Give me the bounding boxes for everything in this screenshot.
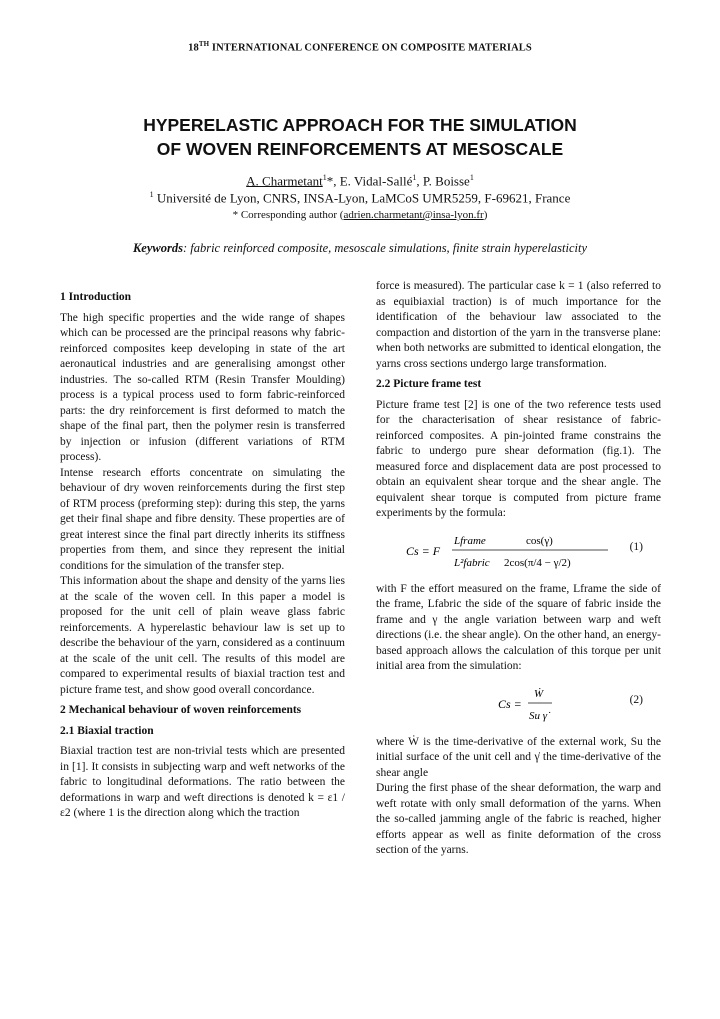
svg-text:2cos(π/4 − γ/2): 2cos(π/4 − γ/2)	[504, 556, 571, 569]
equation-number: (2)	[629, 693, 643, 706]
subsection-heading: 2.2 Picture frame test	[376, 378, 482, 390]
svg-text:Ẇ: Ẇ	[534, 687, 544, 700]
paragraph: During the first phase of the shear deformation, the warp and weft rotate with only small deformation of the yarns. When the so-called jamming angle of the fabric is reached, higher efforts appear as well as finite deformation of the cross section of the yarns.	[376, 782, 661, 856]
svg-text:L²fabric: L²fabric	[454, 556, 490, 569]
equation-2	[376, 679, 661, 731]
author-list: A. Charmetant$^1$*, E. Vidal-Sallé$^1$, P. Boisse$^1$	[246, 173, 474, 189]
email-link[interactable]: adrien.charmetant@insa-lyon.fr	[343, 209, 484, 221]
paragraph: Picture frame test [2] is one of the two reference tests used for the characterisation of shear resistance of fabric-reinforced composites. A pin-jointed frame constrains the fabric to undergo pure shear deformation (fig.1). The measured force and displacement data are post processed to obtain an equivalent shear torque and the shear angle. The equivalent shear torque is computed from picture frame experiments by the formula:	[376, 398, 661, 519]
subsection-heading: 2.1 Biaxial traction	[60, 724, 154, 737]
section-heading: 1 Introduction	[60, 291, 132, 303]
title-line-2: OF WOVEN REINFORCEMENTS AT MESOSCALE	[156, 139, 564, 159]
corresponding-author: * Corresponding author (adrien.charmetant@insa-lyon.fr)	[232, 209, 488, 221]
svg-text:Cs = F: Cs = F	[406, 543, 441, 558]
conference-header: 18TH INTERNATIONAL CONFERENCE ON COMPOSITE MATERIALS	[188, 40, 532, 54]
equation-1-formula	[376, 526, 616, 578]
paragraph: Biaxial traction test are non-trivial tests which are presented in [1]. It consists in subjecting warp and weft networks of the fabric to longitudinal deformations. The ratio between the deformations in warp and weft directions is denoted k = ε1 / ε2 (where 1 is the direction along which the traction	[60, 745, 345, 819]
right-column	[376, 279, 661, 859]
affiliation: $^1$ Université de Lyon, CNRS, INSA-Lyon, LaMCoS UMR5259, F-69621, France	[149, 190, 571, 206]
svg-text:Cs =: Cs =	[498, 696, 522, 711]
paragraph: with F the effort measured on the frame, Lframe the side of the frame, Lfabric the side of the square of fabric inside the frame and γ the angle variation between warp and weft directions (i.e. the shear angle). On the other hand, an energy-based approach allows the calculation of this torque per unit initial area from the simulation:	[376, 582, 661, 672]
paragraph: Intense research efforts concentrate on simulating the behaviour of dry woven reinforcements during the first step of RTM process (preforming step): during this step, the yarns get their final shape and fibre density. These properties are of great interest since the final part directly inherits its stiffness properties from them, and since they represent the initial conditions for the simulation of the transfer step.	[60, 466, 345, 572]
svg-text:cos(γ): cos(γ)	[526, 534, 553, 547]
equation-1	[376, 526, 661, 578]
keywords: Keywords: fabric reinforced composite, mesoscale simulations, finite strain hyperelasticity	[132, 241, 588, 255]
paragraph: force is measured). The particular case k = 1 (also referred to as equibiaxial traction) is of much importance for the identification of the behaviour law associated to the compaction and distortion of the yarn in the transverse plane: when both networks are submitted to identical elongation, the yarns cross sections undergo large transformation.	[376, 280, 661, 370]
paragraph: The high specific properties and the wide range of shapes which can be processed are the principal reasons why fabric-reinforced composites keep developing in state of the art aeronautical industries and are generalising amongst other industries. The so-called RTM (Resin Transfer Moulding) process is a typical process used to form fabric-reinforced parts: the dry reinforcement is first deformed to match the shape of the final part, then the polymer resin is transferred by injection or infusion (different variations of RTM process).	[60, 311, 345, 463]
section-heading: 2 Mechanical behaviour of woven reinforcements	[60, 704, 302, 716]
title-line-1: HYPERELASTIC APPROACH FOR THE SIMULATION	[143, 115, 577, 135]
paragraph: where Ẇ is the time-derivative of the external work, Su the initial surface of the unit cell and γ̇ the time-derivative of the shear angle	[376, 735, 661, 779]
equation-number: (1)	[629, 540, 643, 553]
svg-text:Su γ̇: Su γ̇	[529, 709, 548, 722]
paragraph: This information about the shape and density of the yarns lies at the scale of the woven cell. In this paper a model is proposed for the unit cell of plain weave glass fabric reinforcements. A hyperelastic behaviour law is set up to describe the behaviour of the yarn, considered as a continuum at the scale of the unit cell. The results of this model are compared to experimental results of biaxial traction test and picture frame test, and show good overall concordance.	[60, 575, 345, 696]
left-column	[60, 285, 345, 822]
paper-title	[60, 113, 660, 161]
author-link[interactable]: A. Charmetant	[246, 173, 323, 189]
svg-text:Lframe: Lframe	[454, 534, 486, 547]
equation-2-formula	[376, 679, 616, 731]
